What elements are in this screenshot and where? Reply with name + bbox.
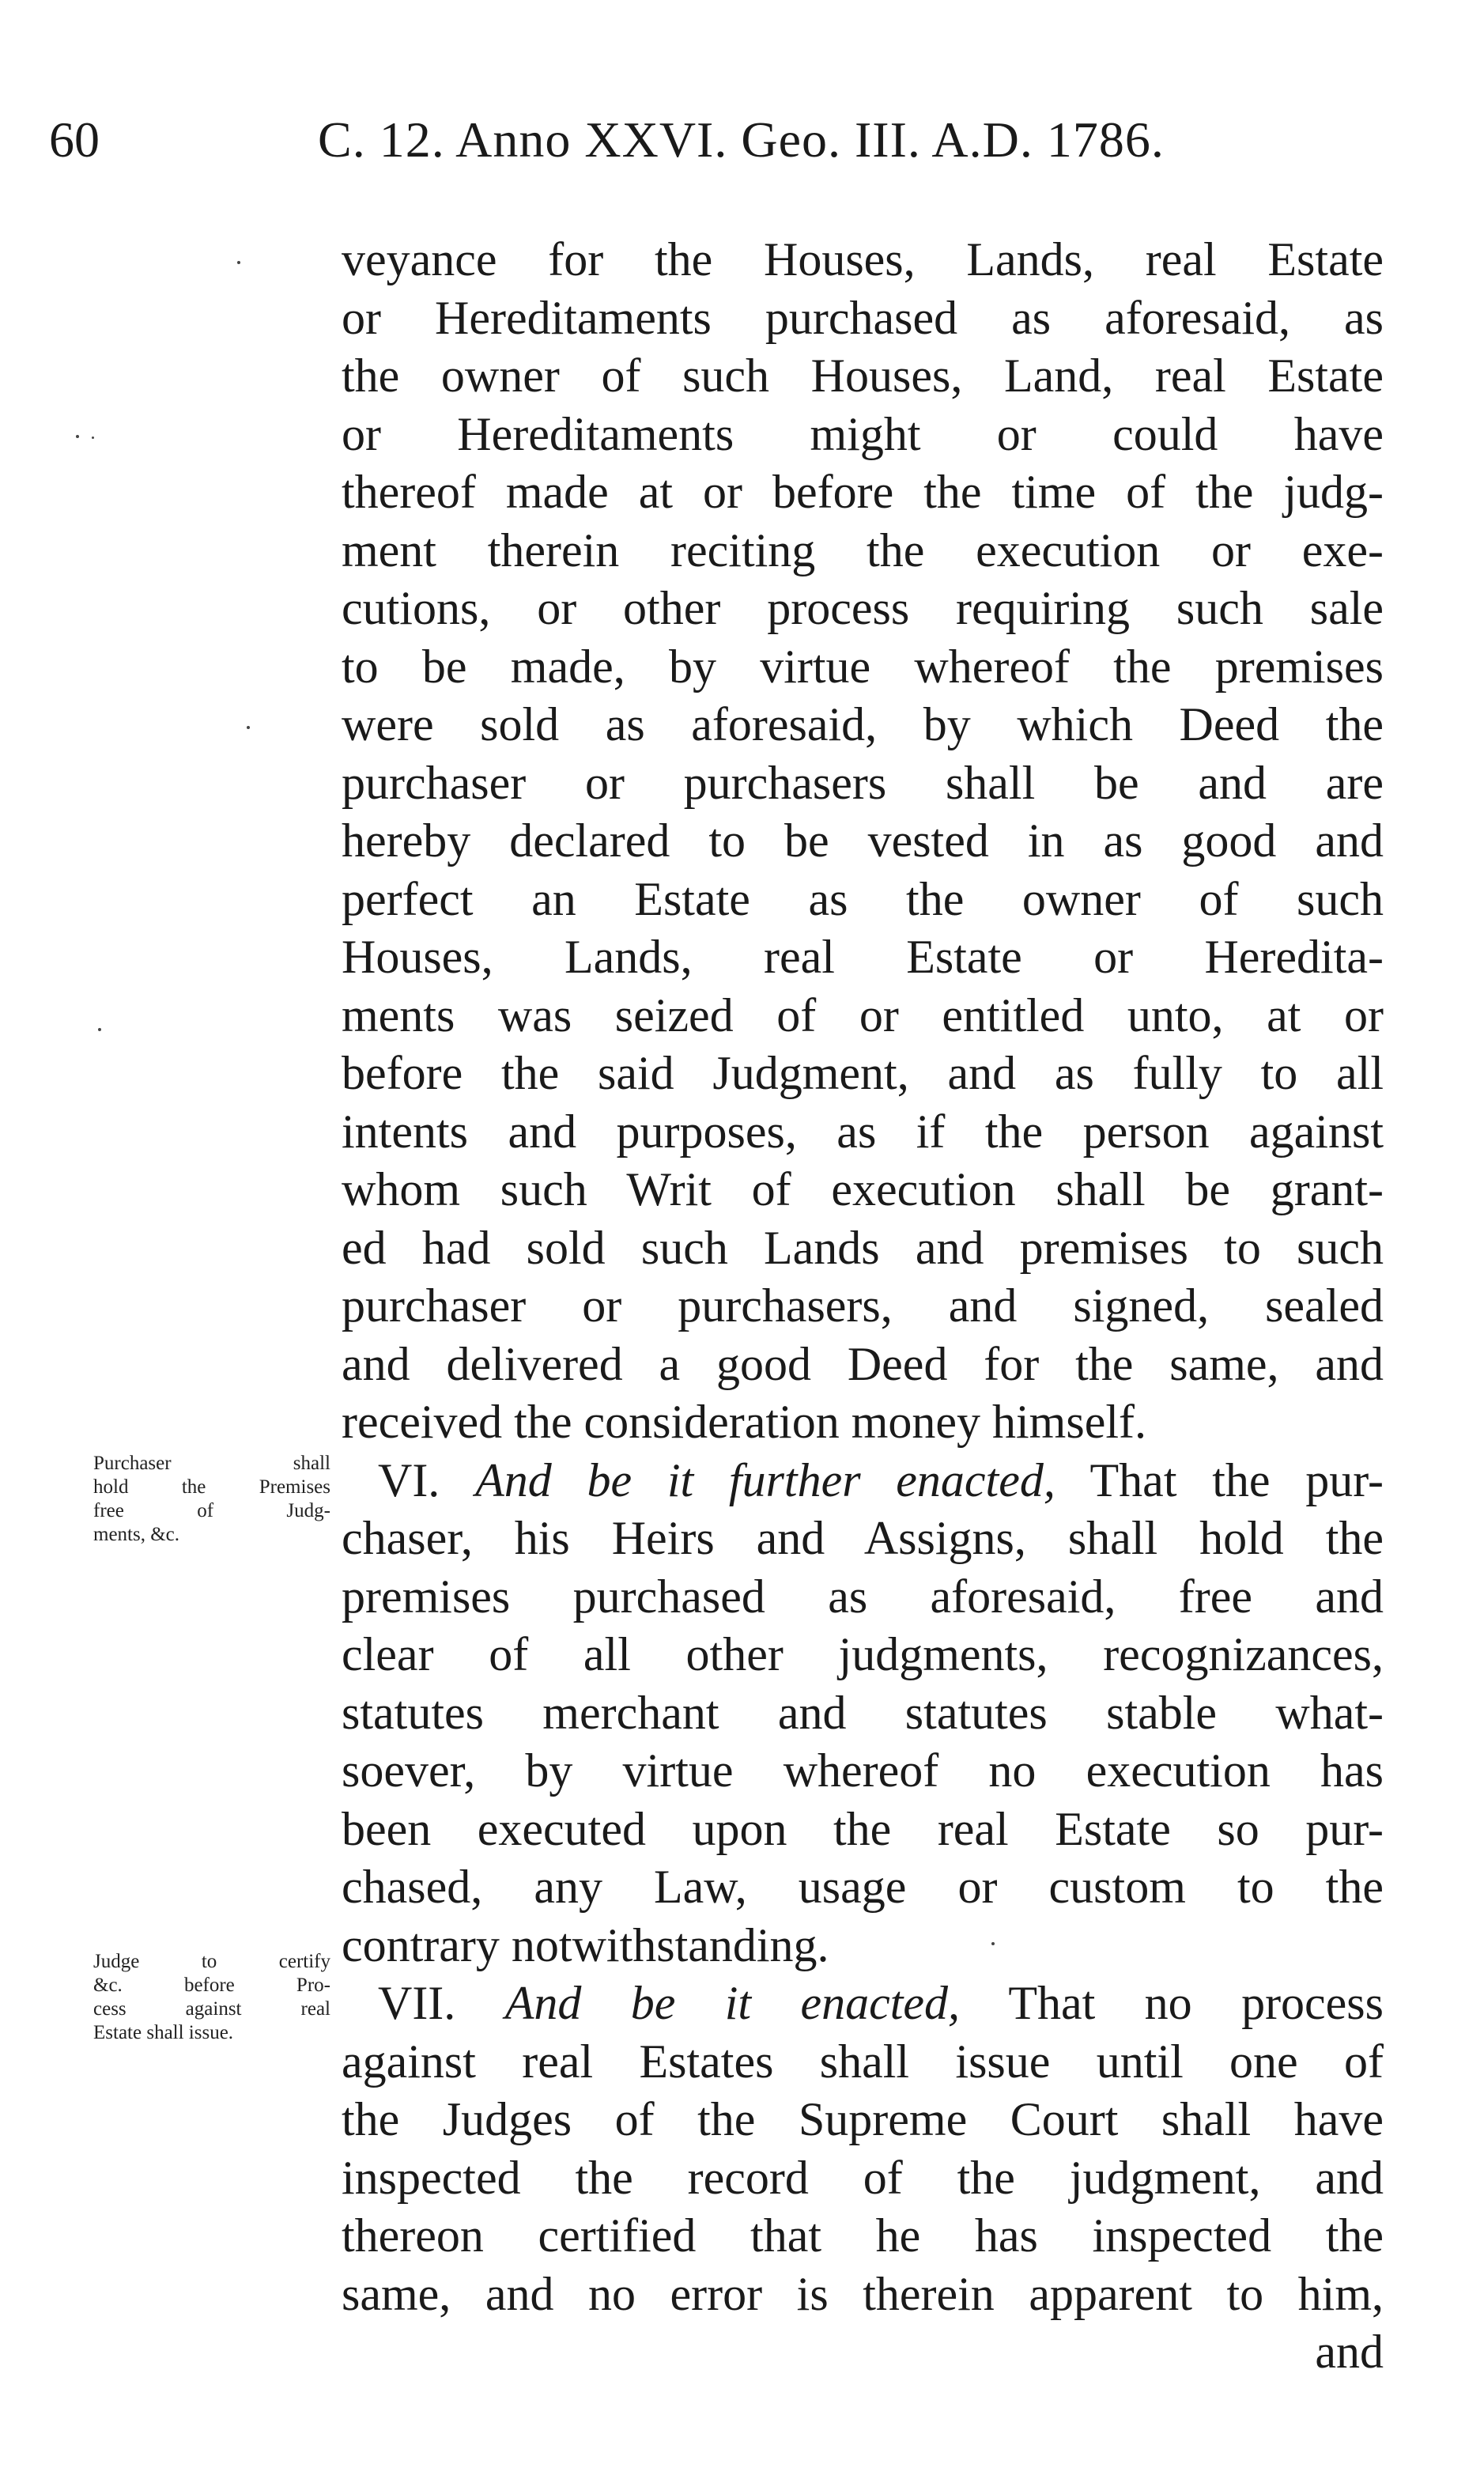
print-speck bbox=[247, 726, 250, 729]
text-line: to be made, by virtue whereof the premises bbox=[342, 640, 1384, 693]
print-speck bbox=[237, 261, 240, 264]
text-line: hereby declared to be vested in as good and bbox=[342, 814, 1384, 867]
print-speck bbox=[98, 1028, 101, 1031]
margin-note-line: cess against real bbox=[93, 1998, 330, 2020]
text-line: perfect an Estate as the owner of such bbox=[342, 872, 1384, 925]
text-line: purchaser or purchasers, and signed, sealed bbox=[342, 1279, 1384, 1332]
text-line: received the consideration money himself. bbox=[342, 1396, 1146, 1448]
text-line: ed had sold such Lands and premises to such bbox=[342, 1221, 1384, 1274]
margin-note-section-vi bbox=[93, 1452, 330, 1547]
text-line: contrary notwithstanding. bbox=[342, 1918, 829, 1971]
text-line: or Hereditaments purchased as aforesaid, as bbox=[342, 291, 1384, 344]
text-line: premises purchased as aforesaid, free and bbox=[342, 1570, 1384, 1623]
text-line: the owner of such Houses, Land, real Estate bbox=[342, 350, 1384, 402]
text-line: soever, by virtue whereof no execution has bbox=[342, 1744, 1384, 1797]
text-line: were sold as aforesaid, by which Deed the bbox=[342, 698, 1384, 750]
text-line: or Hereditaments might or could have bbox=[342, 407, 1384, 460]
section-vii-first-line-rest: That no process bbox=[1008, 1977, 1384, 2029]
text-line: same, and no error is therein apparent to him, bbox=[342, 2267, 1384, 2320]
text-line: chaser, his Heirs and Assigns, shall hold the bbox=[342, 1512, 1384, 1564]
margin-note-line: hold the Premises bbox=[93, 1476, 330, 1498]
margin-note-line: Estate shall issue. bbox=[93, 2022, 234, 2043]
text-line: before the said Judgment, and as fully to all bbox=[342, 1047, 1384, 1099]
print-speck bbox=[991, 1942, 995, 1945]
text-line: purchaser or purchasers shall be and are bbox=[342, 756, 1384, 809]
section-vi-numeral: VI. bbox=[378, 1453, 440, 1506]
text-line: statutes merchant and statutes stable what- bbox=[342, 1686, 1384, 1739]
margin-note-line: &c. before Pro- bbox=[93, 1975, 330, 1996]
text-line: ment therein reciting the execution or exe- bbox=[342, 523, 1384, 576]
text-line: veyance for the Houses, Lands, real Estate bbox=[342, 233, 1384, 285]
margin-note-line: Purchaser shall bbox=[93, 1453, 330, 1474]
print-speck bbox=[76, 435, 79, 438]
margin-note-line: free of Judg- bbox=[93, 1500, 330, 1521]
text-line: been executed upon the real Estate so pur- bbox=[342, 1802, 1384, 1855]
catchword: and bbox=[1315, 2326, 1384, 2378]
page-header bbox=[49, 104, 1385, 176]
text-line: ments was seized of or entitled unto, at or bbox=[342, 988, 1384, 1041]
text-line: whom such Writ of execution shall be grant- bbox=[342, 1163, 1384, 1215]
text-line: the Judges of the Supreme Court shall have bbox=[342, 2093, 1384, 2145]
text-line: thereon certified that he has inspected the bbox=[342, 2209, 1384, 2262]
section-vii-first-line bbox=[342, 1975, 1384, 2033]
print-speck bbox=[92, 437, 94, 439]
text-line: chased, any Law, usage or custom to the bbox=[342, 1861, 1384, 1913]
text-line: against real Estates shall issue until one of bbox=[342, 2035, 1384, 2088]
section-vii-numeral: VII. bbox=[378, 1977, 456, 2029]
text-line: and delivered a good Deed for the same, and bbox=[342, 1337, 1384, 1390]
section-vii-enacting-clause: And be it enacted, bbox=[504, 1977, 961, 2029]
section-vi-enacting-clause: And be it further enacted, bbox=[475, 1453, 1055, 1506]
text-line: Houses, Lands, real Estate or Heredita- bbox=[342, 931, 1384, 983]
margin-note-section-vii bbox=[93, 1950, 330, 2045]
section-vi-first-line bbox=[342, 1452, 1384, 1510]
text-line: cutions, or other process requiring such sale bbox=[342, 582, 1384, 634]
text-line: thereof made at or before the time of the judg- bbox=[342, 466, 1384, 518]
body-text bbox=[342, 231, 1384, 2382]
text-line: inspected the record of the judgment, and bbox=[342, 2151, 1384, 2204]
margin-note-line: Judge to certify bbox=[93, 1951, 330, 1972]
text-line: clear of all other judgments, recognizances, bbox=[342, 1628, 1384, 1680]
section-vi-first-line-rest: That the pur- bbox=[1089, 1453, 1384, 1506]
page-number: 60 bbox=[49, 111, 100, 168]
running-head: C. 12. Anno XXVI. Geo. III. A.D. 1786. bbox=[318, 111, 1165, 168]
margin-note-line: ments, &c. bbox=[93, 1524, 180, 1545]
text-line: intents and purposes, as if the person against bbox=[342, 1105, 1384, 1158]
